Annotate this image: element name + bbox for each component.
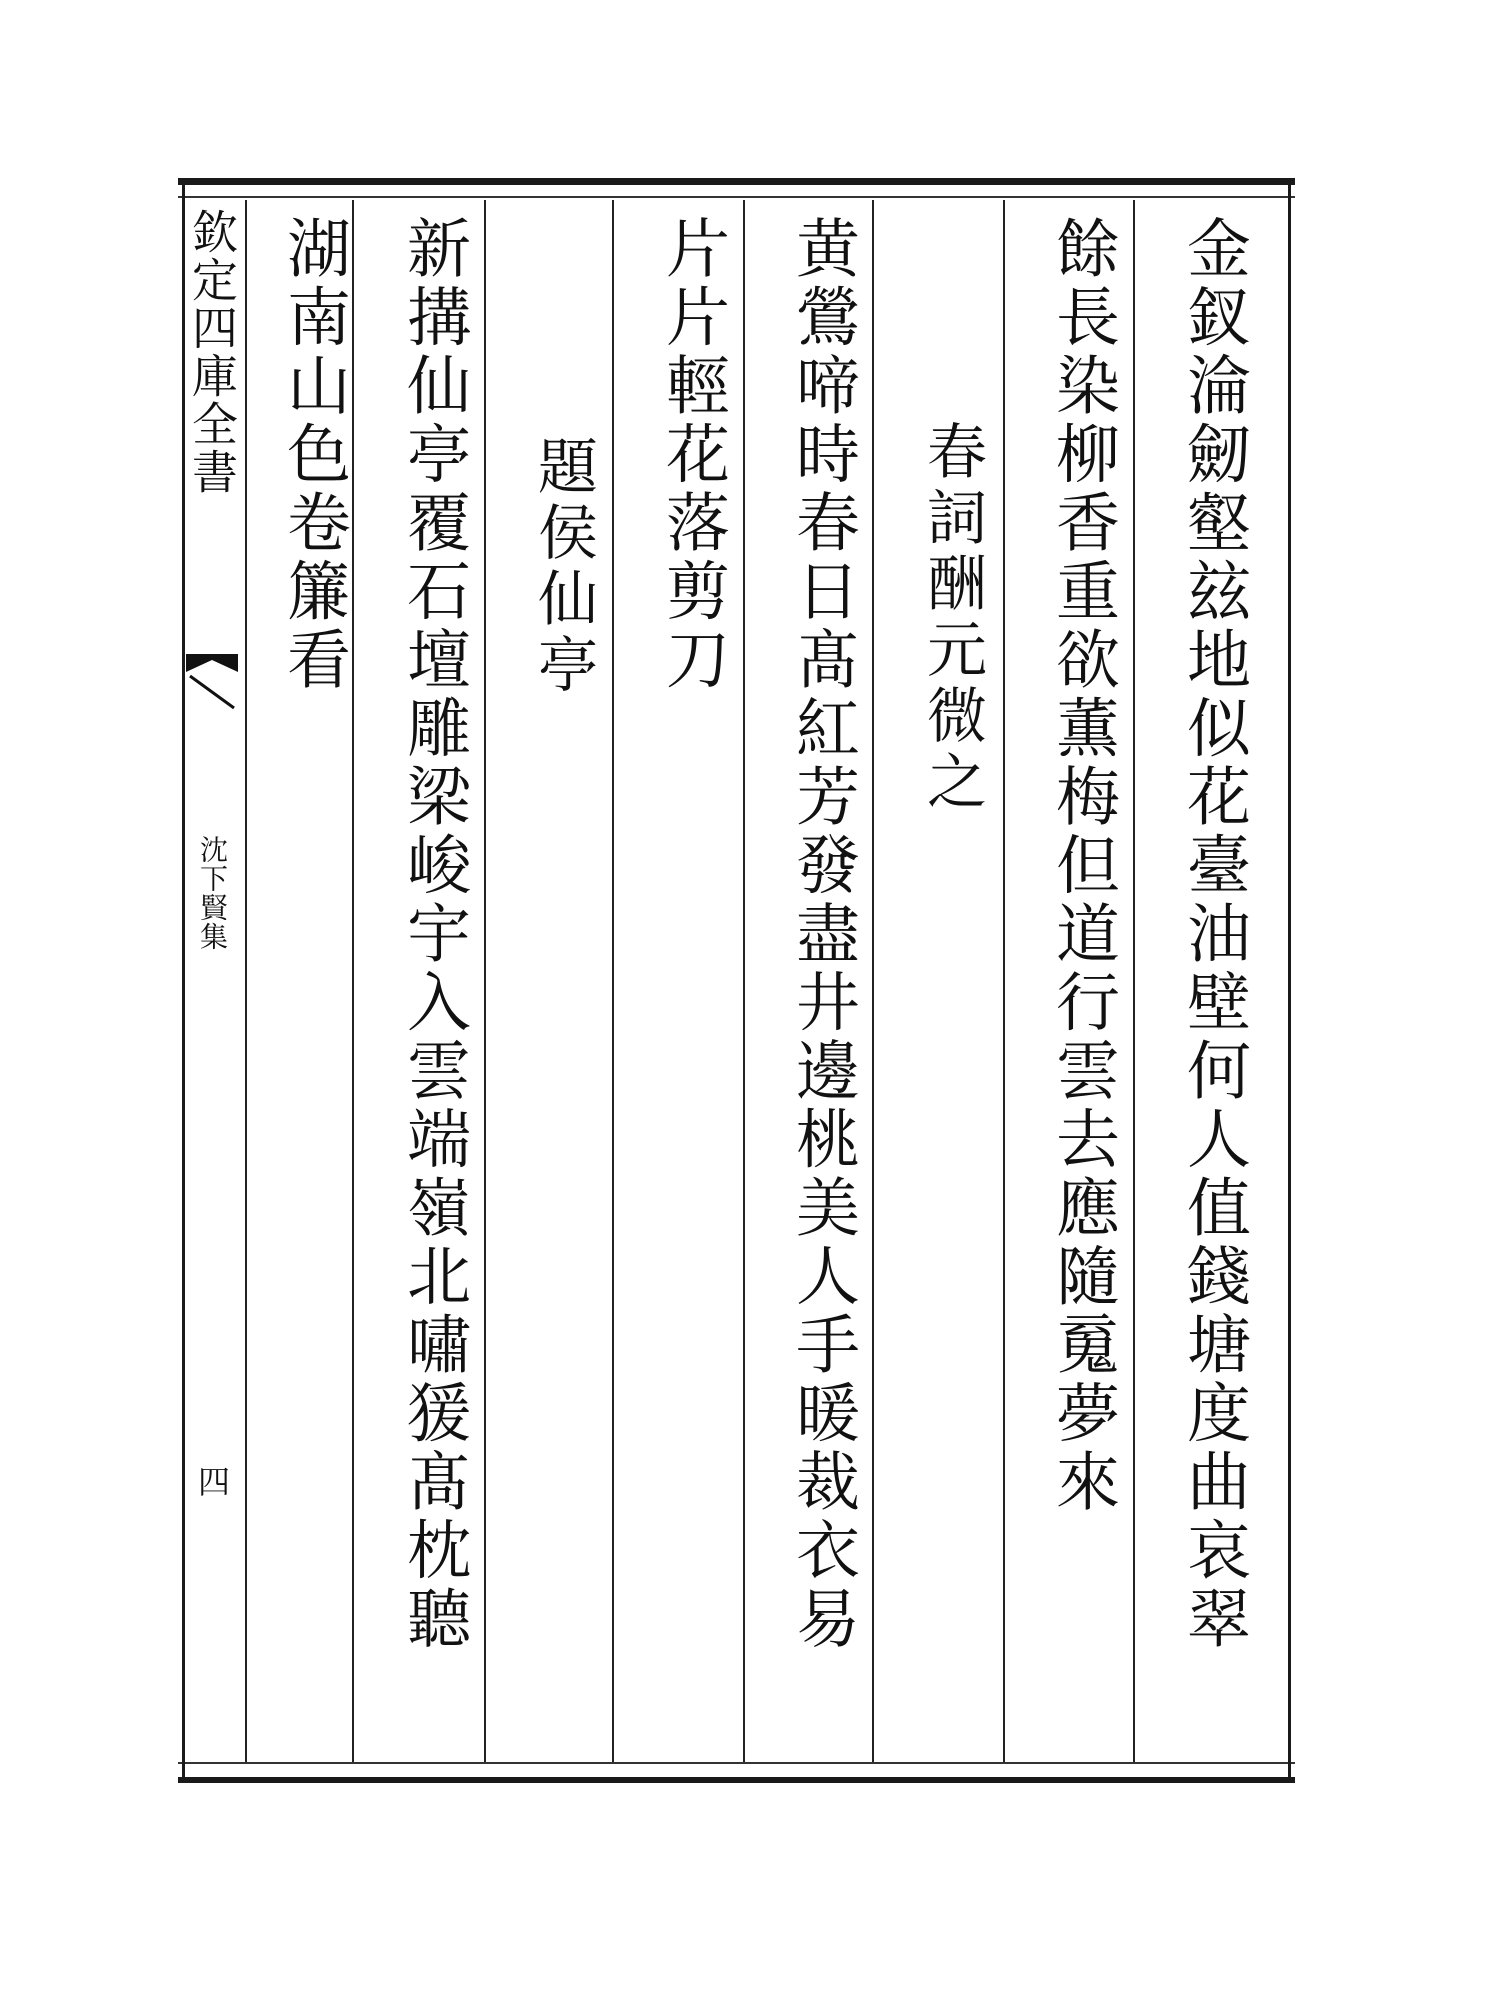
text-column-4: 片片輕花落剪刀 — [655, 215, 729, 695]
poem-title-1: 春詞酬元微之 — [917, 420, 987, 816]
text-column-6: 湖南山色卷簾看 — [276, 215, 350, 695]
collection-name: 沈下賢集 — [196, 835, 229, 951]
right-border — [1288, 185, 1291, 1777]
fish-tail-mark — [182, 650, 242, 710]
top-rule — [178, 196, 1295, 198]
poem-title-2: 題侯仙亭 — [528, 435, 598, 699]
book-title: 欽定四庫全書 — [185, 208, 239, 496]
text-column-3: 黄鶯啼時春日髙紅芳發盡井邊桃美人手暖裁衣易 — [785, 215, 859, 1654]
text-column-2: 餘長染柳香重欲薫梅但道行雲去應隨䰟夢來 — [1045, 215, 1119, 1517]
column-divider — [245, 200, 247, 1762]
text-column-1: 金釵淪劒壑玆地似花臺油壁何人值錢塘度曲哀翠 — [1176, 215, 1250, 1654]
page-number: 四 — [193, 1465, 231, 1497]
text-column-5: 新搆仙亭覆石壇雕梁峻宇入雲端嶺北嘯猨髙枕聽 — [396, 215, 470, 1654]
bottom-rule — [178, 1762, 1295, 1764]
